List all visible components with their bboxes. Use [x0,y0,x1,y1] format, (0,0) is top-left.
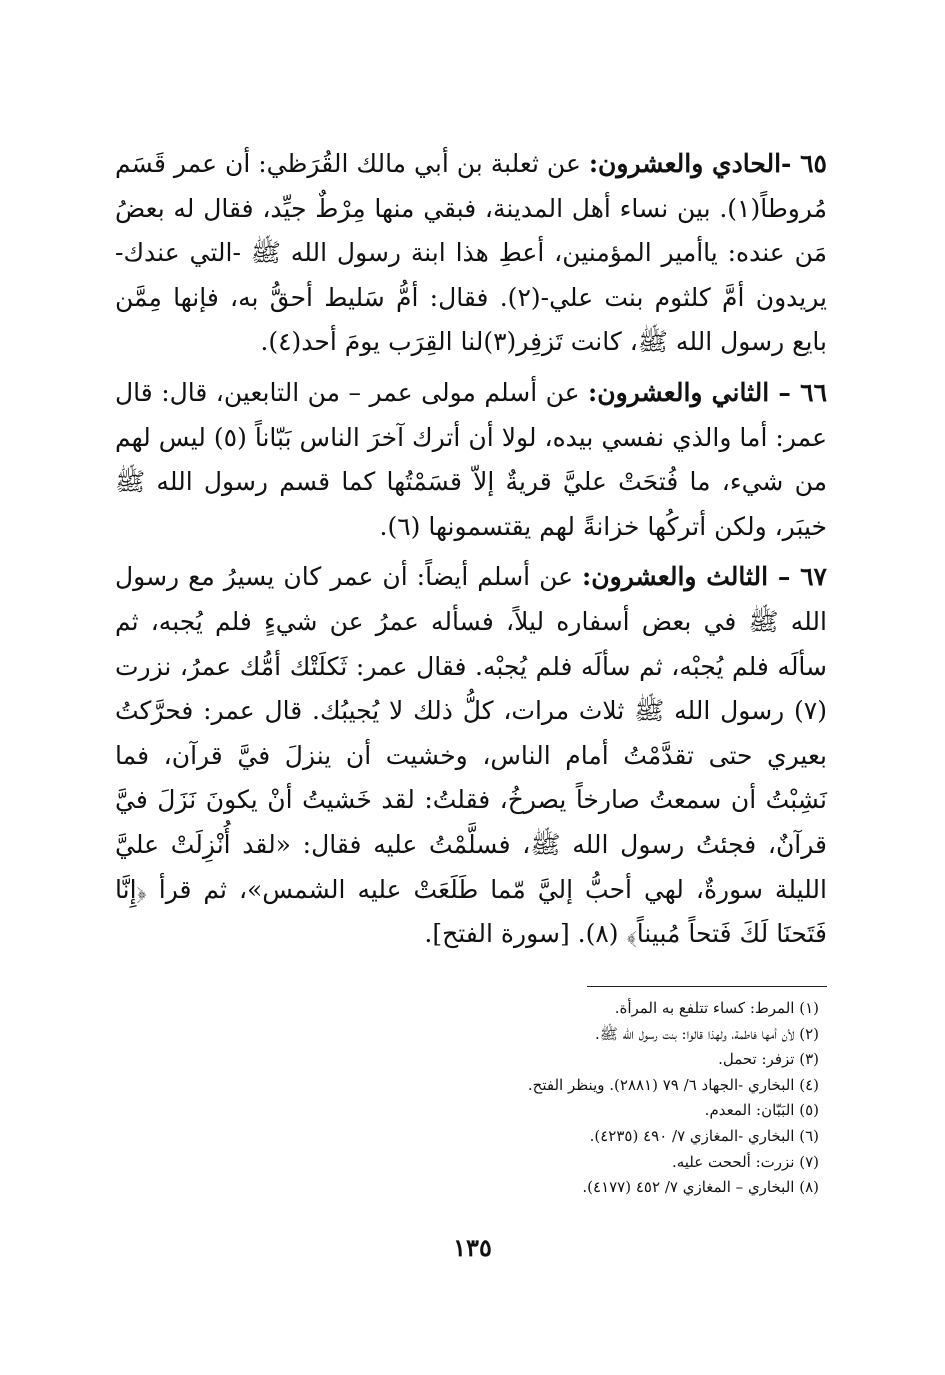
footnote-divider [587,986,827,987]
section-text: عن أسلم أيضاً: أن عمر كان يسيرُ مع رسول الله ﷺ في بعض أسفاره ليلاً، فسأله عمرُ عن شيءٍ فلم يُجبه، ثم سألَه فلم يُجبْه، ثم سألَه فلم يُجبْه. فقال عمر: ثَكلَتْك أمُّك عمرُ، نزرت (٧) رسول الله ﷺ ثلاث مرات، كلُّ ذلك لا يُجيبُك. قال عمر: فحرَّكتُ بعيري حتى تقدَّمْتُ أمام الناس، وخشيت أن ينزلَ فيَّ قرآن، فما نَشِبْتُ أن سمعتُ صارخاً يصرخُ، فقلتُ: لقد خَشيتُ أنْ يكونَ نَزَلَ فيَّ قرآنٌ، فجئتُ رسول الله ﷺ، فسلَّمْتُ عليه فقال: «لقد أُنْزِلَتْ عليَّ الليلة سورةٌ، لهي أحبُّ إليَّ مّما طَلَعَتْ عليه الشمس»، ثم قرأ ﴿إِنَّا فَتَحنَا لَكَ فَتحاً مُبيناً﴾ (٨). [سورة الفتح]. [115,562,827,949]
section-text: عن ثعلبة بن أبي مالك القُرَظي: أن عمر قَسَم مُروطاً(١). بين نساء أهل المدينة، فبقي منها مِرْطٌ جيِّد، فقال له بعضُ مَن عنده: ياأمير المؤمنين، أعطِ هذا ابنة رسول الله ﷺ -التي عندك- يريدون أمَّ كلثوم بنت علي-(٢). فقال: أمُّ سَليط أحقُّ به، فإنها مِمَّن بايع رسول الله ﷺ، كانت تَزفِر(٣)لنا القِرَب يومَ أحد(٤). [115,149,828,357]
footnote: (٥) البَبّان: المعدم. [704,1101,819,1120]
section-heading: ٦٦ – الثاني والعشرون: [588,377,827,407]
footnotes [279,996,819,1201]
footnote: (٨) البخاري – المغازي ٧/ ٤٥٢ (٤١٧٧). [582,1178,819,1197]
section-heading: ٦٧ – الثالث والعشرون: [582,562,827,592]
footnote: (٦) البخاري -المغازي ٧/ ٤٩٠ (٤٢٣٥). [589,1126,819,1145]
main-text [115,142,827,963]
footnote: (٤) البخاري -الجهاد ٦/ ٧٩ (٢٨٨١). وينظر الفتح. [527,1075,819,1094]
footnote: (٢) لأن أمها فاطمة، ولهذا قالوا: بنت رسول الله ﷺ. [594,1024,819,1043]
page-number: ١٣٥ [453,1233,492,1262]
footnote: (٧) نزرت: ألححت عليه. [671,1152,819,1171]
hadith-65 [115,142,827,365]
hadith-66 [115,371,827,549]
hadith-67 [115,555,827,956]
section-text: عن أسلم مولى عمر – من التابعين، قال: قال عمر: أما والذي نفسي بيده، لولا أن أترك آخرَ الناس بَبّاناً (٥) ليس لهم من شيء، ما فُتحَتْ عليَّ قريةٌ إلاّ قسَمْتُها كما قسم رسول الله ﷺ خيبَر، ولكن أتركُها خزانةً لهم يقتسمونها (٦). [115,377,827,541]
footnote: (١) المرط: كساء تتلفع به المرأة. [614,999,819,1017]
footnote: (٣) تزفر: تحمل. [718,1050,819,1069]
section-heading: ٦٥ -الحادي والعشرون: [588,149,827,178]
